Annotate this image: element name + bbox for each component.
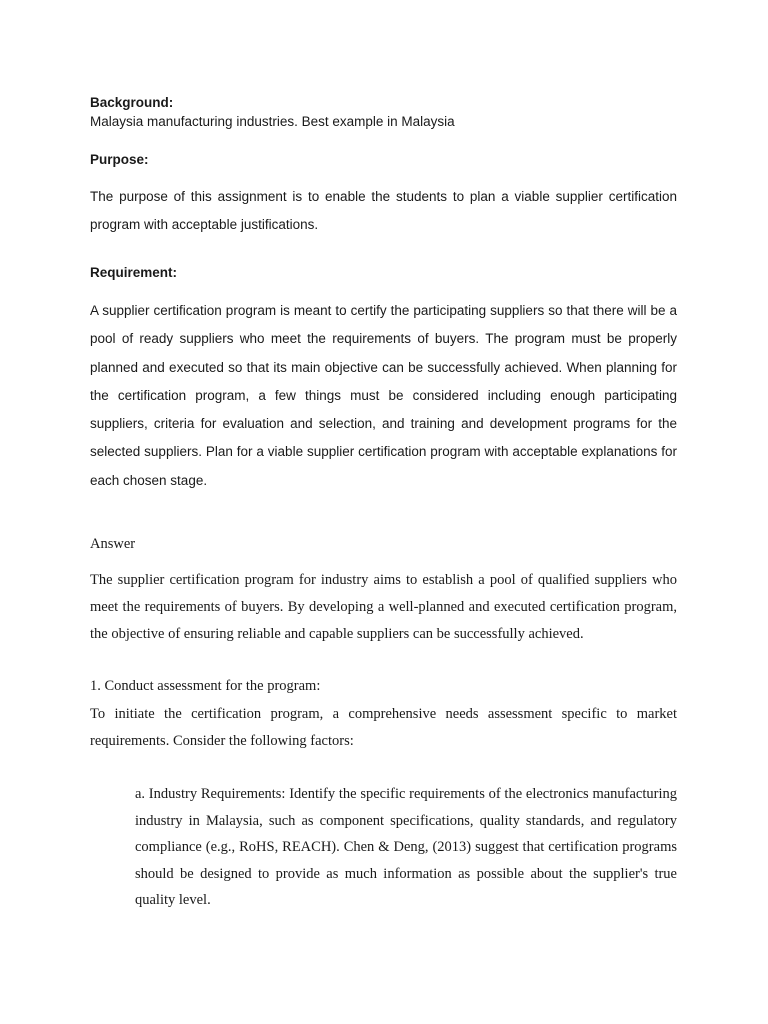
answer-heading: Answer	[90, 536, 136, 552]
answer-intro: The supplier certification program for industry aims to establish a pool of qualified suppliers who meet the requirements of buyers. By developing a well-planned and executed certification program, the objective of ensuring reliable and capable suppliers can be successfully achieved.	[90, 572, 677, 642]
purpose-text: The purpose of this assignment is to enable the students to plan a viable supplier certification program with acceptable justifications.	[90, 189, 677, 233]
purpose-heading: Purpose:	[90, 152, 149, 167]
requirement-text: A supplier certification program is meant to certify the participating suppliers so that there will be a pool of ready suppliers who meet the requirements of buyers. The program must be properly planned and executed so that its main objective can be successfully achieved. When planning for the certification program, a few things must be considered including enough participating suppliers, criteria for evaluation and selection, and training and development programs for the selected suppliers. Plan for a viable supplier certification program with acceptable explanations for each chosen stage.	[90, 303, 677, 488]
background-text: Malaysia manufacturing industries. Best example in Malaysia	[90, 114, 455, 129]
step1-title: 1. Conduct assessment for the program:	[90, 678, 321, 694]
background-heading: Background:	[90, 95, 174, 110]
item-a-text: a. Industry Requirements: Identify the specific requirements of the electronics manufacturing industry in Malaysia, such as component specifications, quality standards, and regulatory compliance (e.g., RoHS, REACH). Chen & Deng, (2013) suggest that certification programs should be designed to provide as much information as possible about the supplier's true quality level.	[135, 786, 677, 908]
requirement-heading: Requirement:	[90, 265, 178, 280]
step1-text: To initiate the certification program, a comprehensive needs assessment specific to market requirements. Consider the following factors:	[90, 706, 677, 749]
